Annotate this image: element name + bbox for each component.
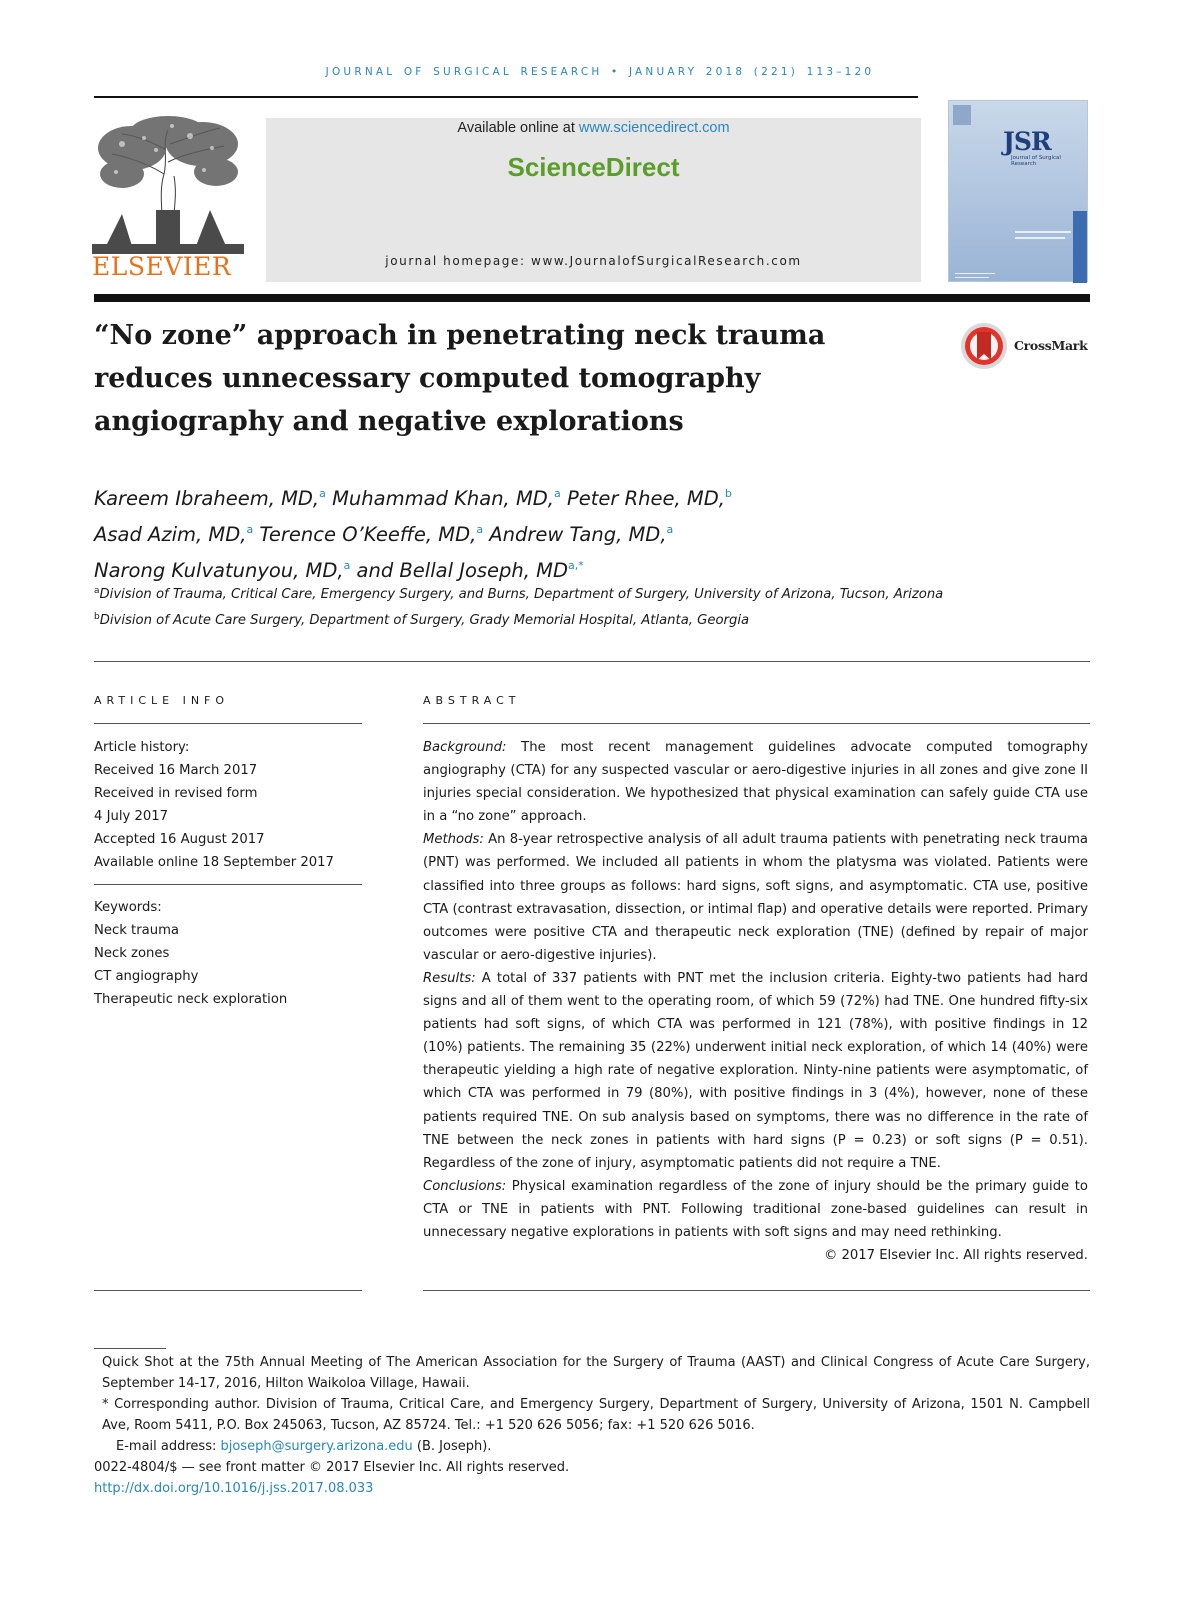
author-name: Asad Azim, MD, xyxy=(94,523,247,546)
history-item: Available online 18 September 2017 xyxy=(94,855,334,870)
author-line xyxy=(94,478,994,514)
meeting-footnote: Quick Shot at the 75th Annual Meeting of The American Association for the Surgery of Trauma (AAST) and Clinical Congress of Acute Care Surgery, September 14-17, 2016, Hilton Waikoloa Village, Hawaii. xyxy=(102,1355,1090,1391)
article-info-bottom-rule xyxy=(94,1290,362,1291)
issn-line: 0022-4804/$ — see front matter © 2017 Elsevier Inc. All rights reserved. xyxy=(94,1460,570,1475)
affiliation-mark: b xyxy=(94,612,100,622)
email-suffix: (B. Joseph). xyxy=(412,1439,492,1454)
header-rule-top xyxy=(94,96,918,98)
affiliation-mark[interactable]: a xyxy=(554,487,561,500)
cover-line xyxy=(1015,237,1065,239)
cover-line xyxy=(955,277,989,278)
footnote-rule xyxy=(94,1348,166,1349)
title-line: “No zone” approach in penetrating neck trauma xyxy=(94,320,826,351)
results-text: A total of 337 patients with PNT met the inclusion criteria. Eighty-two patients had hard signs and all of them went to the operating room, of which 59 (72%) had TNE. One hundred fifty-six patients had soft signs, of which CTA was performed in 121 (78%), with positive findings in 12 (10%) patients. The remaining 35 (22%) underwent initial neck exploration, of which 14 (40%) were therapeutic yielding a high rate of negative exploration. Ninty-nine patients were asymptomatic, of which CTA was performed in 79 (80%), with positive findings in 3 (4%), however, none of these patients required TNE. On sub analysis based on symptoms, there was no difference in the rate of TNE between the neck zones in patients with hard signs (P = 0.23) or soft signs (P = 0.51). Regardless of the zone of injury, asymptomatic patients did not require a TNE. xyxy=(423,970,1088,1171)
affiliation-list xyxy=(94,580,994,632)
affiliation xyxy=(94,580,994,606)
history-item: Received in revised form xyxy=(94,786,258,801)
cover-line xyxy=(1015,231,1071,233)
author-name: Kareem Ibraheem, MD, xyxy=(94,487,320,510)
email-link[interactable]: bjoseph@surgery.arizona.edu xyxy=(220,1439,413,1454)
sciencedirect-banner xyxy=(266,118,921,282)
author-name: Narong Kulvatunyou, MD, xyxy=(94,559,344,582)
abstract-background xyxy=(423,736,1088,828)
affiliation-mark: a xyxy=(94,586,100,596)
abstract-body xyxy=(423,736,1088,1267)
abstract-methods xyxy=(423,828,1088,967)
keyword: CT angiography xyxy=(94,969,199,984)
journal-homepage[interactable]: journal homepage: www.JournalofSurgicalResearch.com xyxy=(385,254,802,268)
title-line: angiography and negative explorations xyxy=(94,406,684,437)
keyword: Therapeutic neck exploration xyxy=(94,992,288,1007)
sciencedirect-link[interactable]: www.sciencedirect.com xyxy=(578,120,730,136)
affiliations-rule xyxy=(94,661,1090,662)
copyright-notice: © 2017 Elsevier Inc. All rights reserved. xyxy=(824,1248,1088,1264)
affiliation-mark[interactable]: a xyxy=(246,523,254,536)
available-online-prefix: Available online at xyxy=(457,120,579,136)
author-name: Andrew Tang, MD, xyxy=(489,523,667,546)
corresponding-author-footnote: * Corresponding author. Division of Trauma, Critical Care, and Emergency Surgery, Department of Surgery, University of Arizona, 1501 N. Campbell Ave, Room 5411, P.O. Box 245063, Tucson, AZ 85724. Tel.: +1 520 626 5056; fax: +1 520 626 5016. xyxy=(102,1397,1090,1433)
footnotes xyxy=(94,1352,1090,1499)
background-text: The most recent management guidelines advocate computed tomography angiography (CTA) for any suspected vascular or aero-digestive injuries in all zones and give zone II injuries special consideration. We hypothesized that physical examination can safely guide CTA use in a “no zone” approach. xyxy=(423,740,1088,825)
author-name: Muhammad Khan, MD, xyxy=(332,487,554,510)
author-name: Terence O’Keeffe, MD, xyxy=(259,523,477,546)
email-label: E-mail address: xyxy=(116,1439,221,1454)
methods-text: An 8-year retrospective analysis of all adult trauma patients with penetrating neck trauma (PNT) was performed. We included all patients in whom the platysma was violated. Patients were classified into three groups as follows: hard signs, soft signs, and asymptomatic. CTA use, positive CTA (contrast extravasation, dissection, or intimal flap) and operative details were reported. Primary outcomes were positive CTA and therapeutic neck exploration (TNE) (defined by repair of major vascular or aero-digestive injuries). xyxy=(423,832,1088,963)
cover-journal-subtitle: Journal of Surgical Research xyxy=(1011,155,1061,167)
results-label: Results: xyxy=(423,970,476,986)
keywords-block xyxy=(94,896,364,1011)
affiliation-mark[interactable]: a xyxy=(666,523,674,536)
author-name: Peter Rhee, MD, xyxy=(566,487,725,510)
article-info-rule xyxy=(94,723,362,724)
abstract-rule xyxy=(423,723,1090,724)
cover-journal-logo: JSR xyxy=(1003,127,1051,156)
history-label: Article history: xyxy=(94,740,190,755)
conclusions-label: Conclusions: xyxy=(423,1178,507,1194)
sciencedirect-logo: ScienceDirect xyxy=(507,152,680,182)
cover-accent-bar xyxy=(1073,211,1087,283)
keywords-label: Keywords: xyxy=(94,900,162,915)
article-title xyxy=(94,314,924,443)
author-name: and Bellal Joseph, MD xyxy=(356,559,569,582)
doi-link[interactable]: http://dx.doi.org/10.1016/j.jss.2017.08.033 xyxy=(94,1481,374,1496)
affiliation xyxy=(94,606,994,632)
abstract-results xyxy=(423,967,1088,1175)
doi-line xyxy=(94,1478,1090,1499)
cover-small-block xyxy=(953,105,971,125)
background-label: Background: xyxy=(423,740,507,755)
history-keywords-rule xyxy=(94,884,362,885)
title-line: reduces unnecessary computed tomography xyxy=(94,363,761,394)
article-info-heading: ARTICLE INFO xyxy=(94,694,230,707)
running-head: JOURNAL OF SURGICAL RESEARCH • JANUARY 2018 (221) 113–120 xyxy=(325,66,875,78)
abstract-heading: ABSTRACT xyxy=(423,694,521,707)
abstract-conclusions xyxy=(423,1175,1088,1244)
affiliation-text: Division of Acute Care Surgery, Department of Surgery, Grady Memorial Hospital, Atlanta, Georgia xyxy=(99,613,750,628)
conclusions-text: Physical examination regardless of the zone of injury should be the primary guide to CTA or TNE in patients with PNT. Following traditional zone-based guidelines can result in unnecessary negative explorations in patients with soft signs and may need rethinking. xyxy=(423,1178,1088,1240)
affiliation-mark[interactable]: a,* xyxy=(568,559,584,572)
affiliation-mark[interactable]: a xyxy=(476,523,484,536)
keyword: Neck trauma xyxy=(94,923,180,938)
abstract-bottom-rule xyxy=(423,1290,1090,1291)
history-item: Accepted 16 August 2017 xyxy=(94,832,265,847)
header-rule-thick xyxy=(94,294,1090,302)
journal-cover-image xyxy=(948,100,1088,282)
affiliation-text: Division of Trauma, Critical Care, Emergency Surgery, and Burns, Department of Surgery, University of Arizona, Tucson, Arizona xyxy=(99,587,944,602)
crossmark-label[interactable]: CrossMark xyxy=(1014,338,1088,353)
email-footnote xyxy=(94,1436,1090,1457)
author-list xyxy=(94,478,994,586)
affiliation-mark[interactable]: a xyxy=(319,487,326,500)
available-online-line xyxy=(266,120,921,136)
affiliation-mark[interactable]: b xyxy=(724,487,732,500)
keyword: Neck zones xyxy=(94,946,170,961)
methods-label: Methods: xyxy=(423,832,484,848)
author-line xyxy=(94,514,994,550)
article-info xyxy=(94,736,364,1007)
cover-line xyxy=(955,273,995,274)
history-item: Received 16 March 2017 xyxy=(94,763,258,778)
history-item: 4 July 2017 xyxy=(94,809,169,824)
elsevier-wordmark: ELSEVIER xyxy=(92,252,232,281)
affiliation-mark[interactable]: a xyxy=(343,559,351,572)
